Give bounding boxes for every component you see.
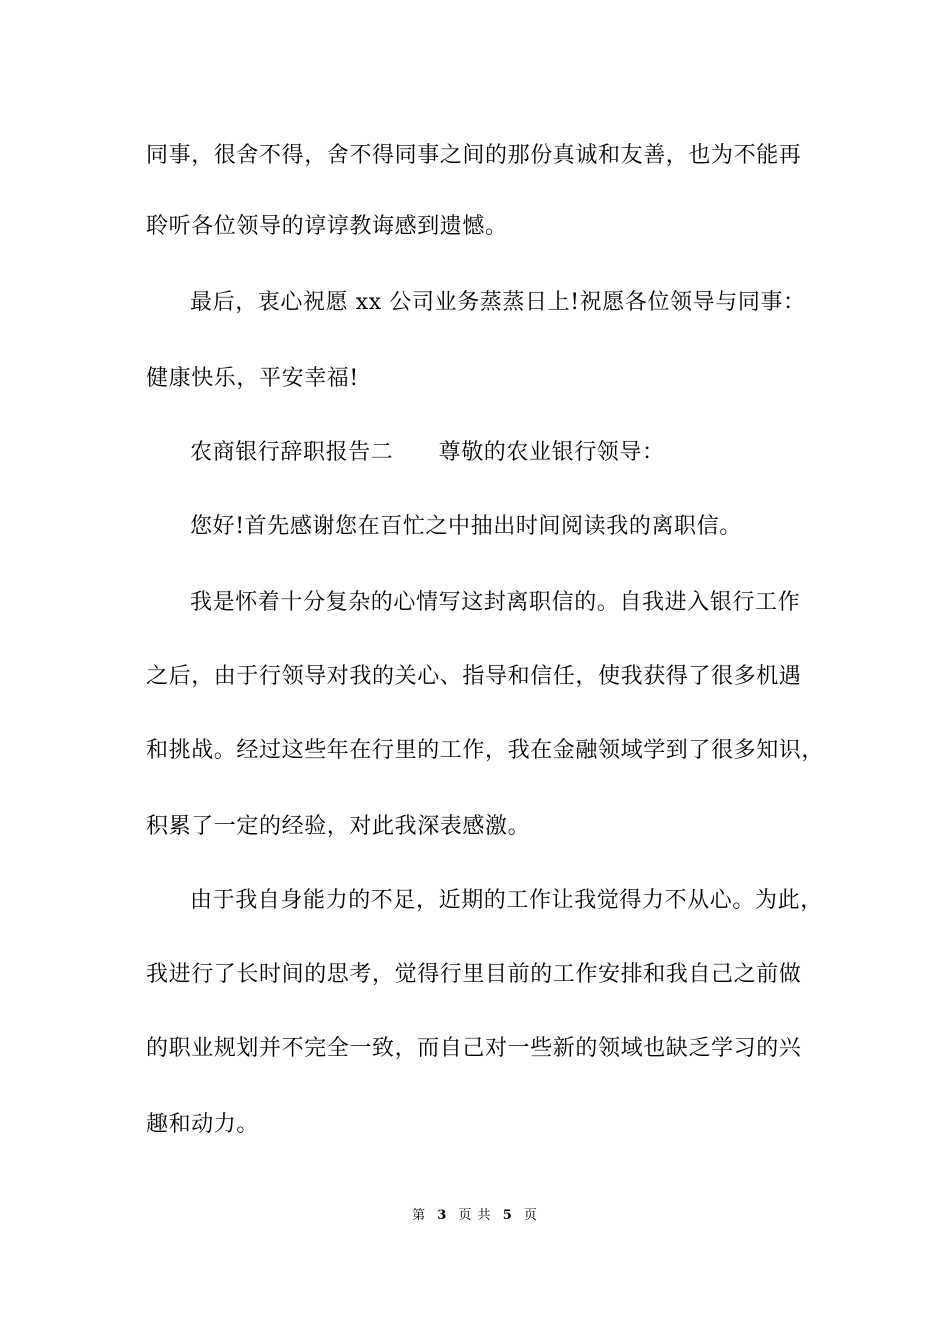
text-line-12: 我进行了长时间的思考，觉得行里目前的工作安排和我自己之前做 — [146, 962, 802, 987]
text-line-14: 趣和动力。 — [146, 1112, 260, 1137]
text-line-8: 之后，由于行领导对我的关心、指导和信任，使我获得了很多机遇 — [146, 664, 802, 689]
text-line-5: 农商银行辞职报告二 尊敬的农业银行领导： — [190, 440, 665, 465]
text-line-11: 由于我自身能力的不足，近期的工作让我觉得力不从心。为此， — [190, 888, 823, 913]
text-line-6: 您好!首先感谢您在百忙之中抽出时间阅读我的离职信。 — [190, 514, 742, 539]
text-line-13: 的职业规划并不完全一致，而自己对一些新的领域也缺乏学习的兴 — [146, 1036, 802, 1061]
page-footer — [0, 1208, 950, 1224]
text-line-3: 最后，衷心祝愿 xx 公司业务蒸蒸日上!祝愿各位领导与同事： — [190, 290, 806, 315]
footer-prefix: 第 — [412, 1208, 427, 1223]
text-line-2: 聆听各位领导的谆谆教诲感到遗憾。 — [146, 214, 508, 239]
text-line-7: 我是怀着十分复杂的心情写这封离职信的。自我进入银行工作 — [190, 590, 801, 615]
total-pages-number: 5 — [502, 1208, 513, 1223]
text-line-1: 同事，很舍不得，舍不得同事之间的那份真诚和友善，也为不能再 — [146, 143, 802, 168]
text-line-10: 积累了一定的经验，对此我深表感激。 — [146, 814, 531, 839]
footer-suffix: 页 — [523, 1208, 538, 1223]
footer-middle: 页 共 — [458, 1208, 492, 1223]
text-line-9: 和挑战。经过这些年在行里的工作，我在金融领域学到了很多知识， — [146, 738, 825, 763]
text-line-4: 健康快乐，平安幸福! — [146, 366, 359, 391]
current-page-number: 3 — [437, 1208, 448, 1223]
